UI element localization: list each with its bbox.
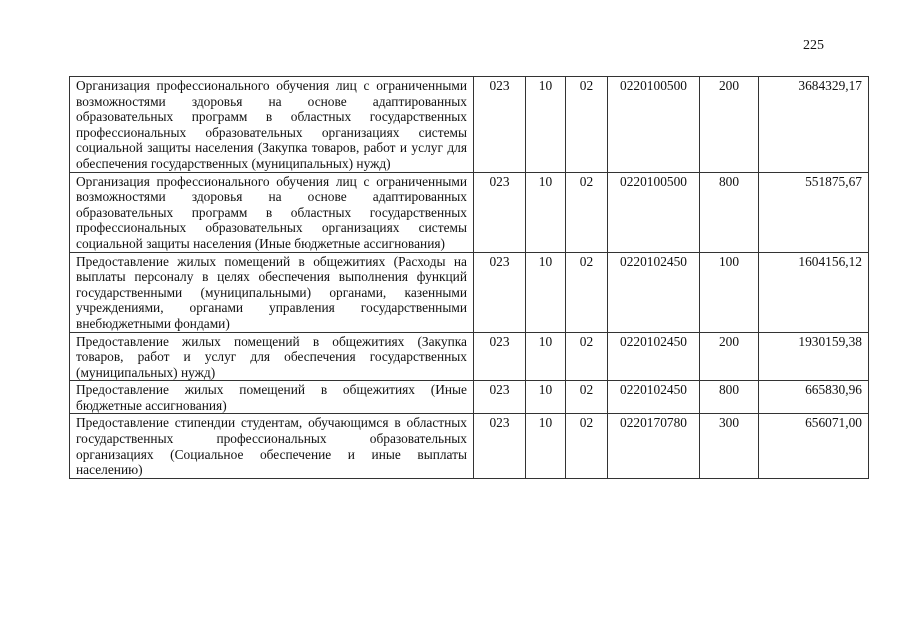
amount: 1604156,12 bbox=[759, 252, 869, 332]
target-article-code: 0220102450 bbox=[608, 332, 700, 381]
subsection-code: 02 bbox=[566, 381, 608, 414]
section-code: 10 bbox=[526, 332, 566, 381]
row-description: Предоставление стипендии студентам, обучающимся в областных государственных профессиональных образовательных организациях (Социальное обеспечение и иные выплаты населению) bbox=[70, 414, 474, 478]
subsection-code: 02 bbox=[566, 172, 608, 252]
ministry-code: 023 bbox=[474, 332, 526, 381]
subsection-code: 02 bbox=[566, 414, 608, 478]
ministry-code: 023 bbox=[474, 77, 526, 173]
target-article-code: 0220170780 bbox=[608, 414, 700, 478]
table-row bbox=[70, 252, 869, 332]
expense-type-code: 200 bbox=[700, 77, 759, 173]
table-row bbox=[70, 172, 869, 252]
target-article-code: 0220100500 bbox=[608, 77, 700, 173]
budget-table bbox=[69, 76, 869, 479]
expense-type-code: 800 bbox=[700, 172, 759, 252]
amount: 3684329,17 bbox=[759, 77, 869, 173]
row-description: Предоставление жилых помещений в общежитиях (Закупка товаров, работ и услуг для обеспечения государственных (муниципальных) нужд) bbox=[70, 332, 474, 381]
subsection-code: 02 bbox=[566, 332, 608, 381]
target-article-code: 0220102450 bbox=[608, 381, 700, 414]
amount: 1930159,38 bbox=[759, 332, 869, 381]
expense-type-code: 200 bbox=[700, 332, 759, 381]
target-article-code: 0220102450 bbox=[608, 252, 700, 332]
amount: 665830,96 bbox=[759, 381, 869, 414]
amount: 551875,67 bbox=[759, 172, 869, 252]
section-code: 10 bbox=[526, 252, 566, 332]
expense-type-code: 300 bbox=[700, 414, 759, 478]
table-row bbox=[70, 381, 869, 414]
page-number: 225 bbox=[803, 38, 824, 53]
section-code: 10 bbox=[526, 381, 566, 414]
section-code: 10 bbox=[526, 414, 566, 478]
target-article-code: 0220100500 bbox=[608, 172, 700, 252]
section-code: 10 bbox=[526, 77, 566, 173]
expense-type-code: 100 bbox=[700, 252, 759, 332]
ministry-code: 023 bbox=[474, 414, 526, 478]
amount: 656071,00 bbox=[759, 414, 869, 478]
subsection-code: 02 bbox=[566, 77, 608, 173]
section-code: 10 bbox=[526, 172, 566, 252]
ministry-code: 023 bbox=[474, 252, 526, 332]
expense-type-code: 800 bbox=[700, 381, 759, 414]
row-description: Организация профессионального обучения лиц с ограниченными возможностями здоровья на основе адаптированных образовательных программ в областных государственных профессиональных образовательных организациях системы социальной защиты населения (Закупка товаров, работ и услуг для обеспечения государственных (муниципальных) нужд) bbox=[70, 77, 474, 173]
row-description: Предоставление жилых помещений в общежитиях (Расходы на выплаты персоналу в целях обеспечения выполнения функций государственными (муниципальными) органами, казенными учреждениями, органами управления государственными внебюджетными фондами) bbox=[70, 252, 474, 332]
row-description: Предоставление жилых помещений в общежитиях (Иные бюджетные ассигнования) bbox=[70, 381, 474, 414]
ministry-code: 023 bbox=[474, 381, 526, 414]
table-row bbox=[70, 332, 869, 381]
table-row bbox=[70, 414, 869, 478]
table-row bbox=[70, 77, 869, 173]
ministry-code: 023 bbox=[474, 172, 526, 252]
subsection-code: 02 bbox=[566, 252, 608, 332]
row-description: Организация профессионального обучения лиц с ограниченными возможностями здоровья на основе адаптированных образовательных программ в областных государственных профессиональных образовательных организациях системы социальной защиты населения (Иные бюджетные ассигнования) bbox=[70, 172, 474, 252]
